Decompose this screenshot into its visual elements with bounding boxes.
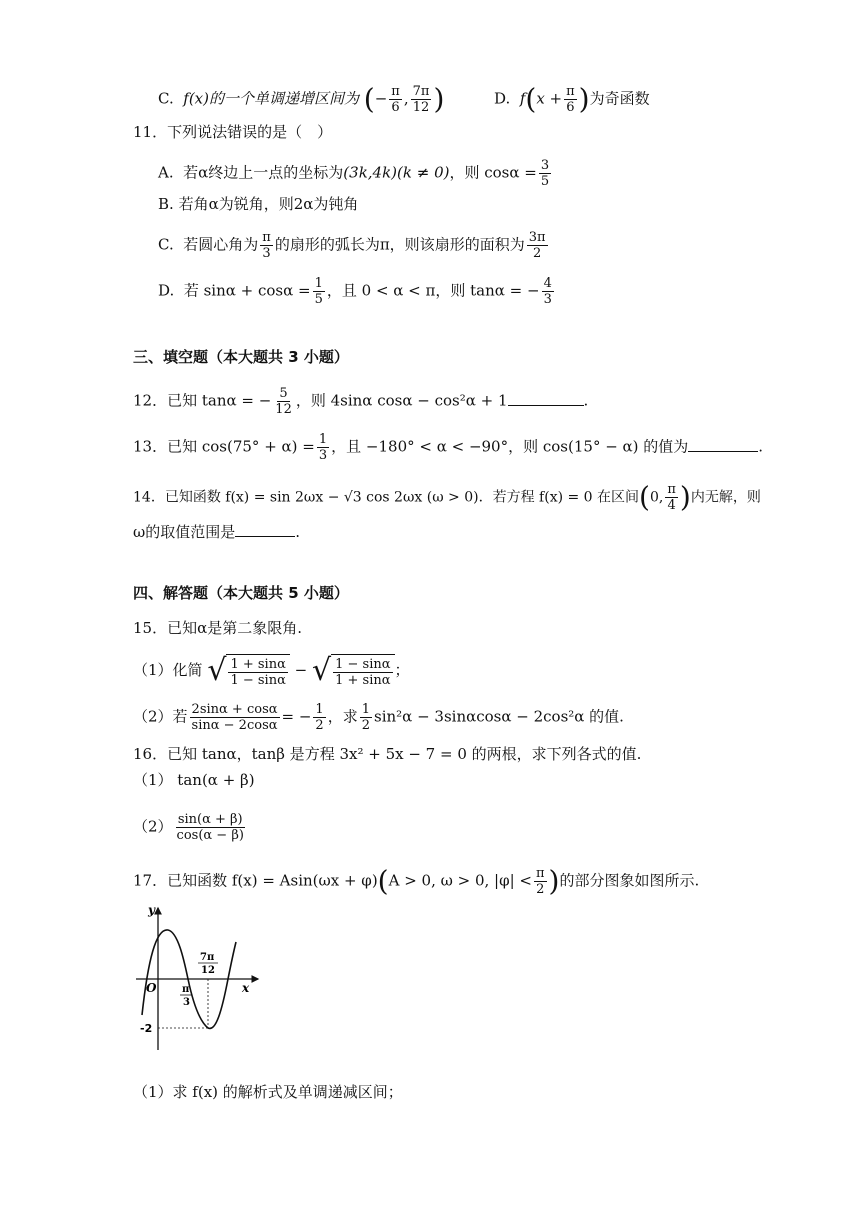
tick-x2-num: 7π (200, 952, 215, 963)
section-fill-in-title: 三、填空题（本大题共 3 小题） (133, 348, 349, 366)
section-answer-title: 四、解答题（本大题共 5 小题） (133, 584, 349, 602)
q11-option-b: B. 若角α为锐角，则2α为钝角 (158, 195, 359, 213)
q16-part2: （2） $\frac{\sin(\alpha + \beta)}{\cos(\alpha - \beta)}$ (133, 812, 244, 843)
q14-line1: 14．已知函数 f(x) = sin 2ωx − √3 cos 2ωx (ω > 0)．若方程 f(x) = 0 在区间(0, $\frac{\pi}{4}$ )内无解，则 (133, 480, 761, 514)
q17-graph (130, 900, 270, 1060)
q14-line2: ω的取值范围是 . (133, 523, 301, 541)
q11-option-a: A. 若α终边上一点的坐标为(3k,4k)(k ≠ 0)，则 cosα = $\frac{3}{5}$ (158, 158, 550, 189)
q12: 12．已知 tanα = − $\frac{5}{12}$ ，则 4sinα cosα − cos²α + 1 . (133, 386, 589, 417)
origin-label: O (146, 981, 157, 995)
q11-option-d: D. 若 sinα + cosα = $\frac{1}{5}$ ，且 0 < α < π，则 tanα = − $\frac{4}{3}$ (158, 276, 552, 307)
q15-part1: （1）化简 √ $\frac{1 + \sin\alpha}{1 - \sin\alpha}$ − √ $\frac{1 - \sin\alpha}{1 + \sin\alpha}$ ； (133, 653, 410, 688)
q11-stem: 11．下列说法错误的是（ ） (133, 123, 333, 141)
q13: 13．已知 cos(75° + α) = $\frac{1}{3}$ ，且 −180° < α < −90°，则 cos(15° − α) 的值为 . (133, 432, 764, 463)
q17-stem: 17．已知函数 f(x) = Asin(ωx + φ)(A > 0, ω > 0, |φ| < $\frac{\pi}{2}$ )的部分图象如图所示. (133, 864, 700, 898)
q15-part2: （2）若 $\frac{2\sin\alpha + \cos\alpha}{\sin\alpha - 2\cos\alpha}$ = − $\frac{1}{2}$ ，求 $\frac{1}{2}$ sin²α − 3sinαcosα − 2cos²α 的值. (133, 702, 624, 733)
q16-part1: （1） tan(α + β) (133, 771, 255, 789)
q10-option-c: C. f(x)的一个单调递增区间为 (− $\frac{\pi}{6}$ , $\frac{7\pi}{12}$ ) (158, 82, 445, 116)
q12-answer-blank[interactable] (508, 391, 584, 406)
y-axis-label: y (148, 903, 155, 917)
tick-x1-den: 3 (183, 997, 190, 1008)
tick-x2-den: 12 (201, 965, 215, 976)
x-axis-label: x (242, 981, 250, 995)
q16-stem: 16．已知 tanα，tanβ 是方程 3x² + 5x − 7 = 0 的两根，求下列各式的值. (133, 745, 642, 763)
tick-y-label: -2 (140, 1022, 153, 1035)
q11-option-c: C. 若圆心角为 $\frac{\pi}{3}$ 的扇形的弧长为π，则该扇形的面积为 $\frac{3\pi}{2}$ (158, 230, 546, 261)
q10-option-d: D. f(x + $\frac{\pi}{6}$ )为奇函数 (494, 82, 650, 116)
q13-answer-blank[interactable] (688, 437, 758, 452)
tick-x1-num: π (182, 984, 190, 995)
q15-stem: 15．已知α是第二象限角. (133, 619, 302, 637)
q17-part1: （1）求 f(x) 的解析式及单调递减区间； (133, 1083, 403, 1101)
q14-answer-blank[interactable] (235, 522, 295, 537)
